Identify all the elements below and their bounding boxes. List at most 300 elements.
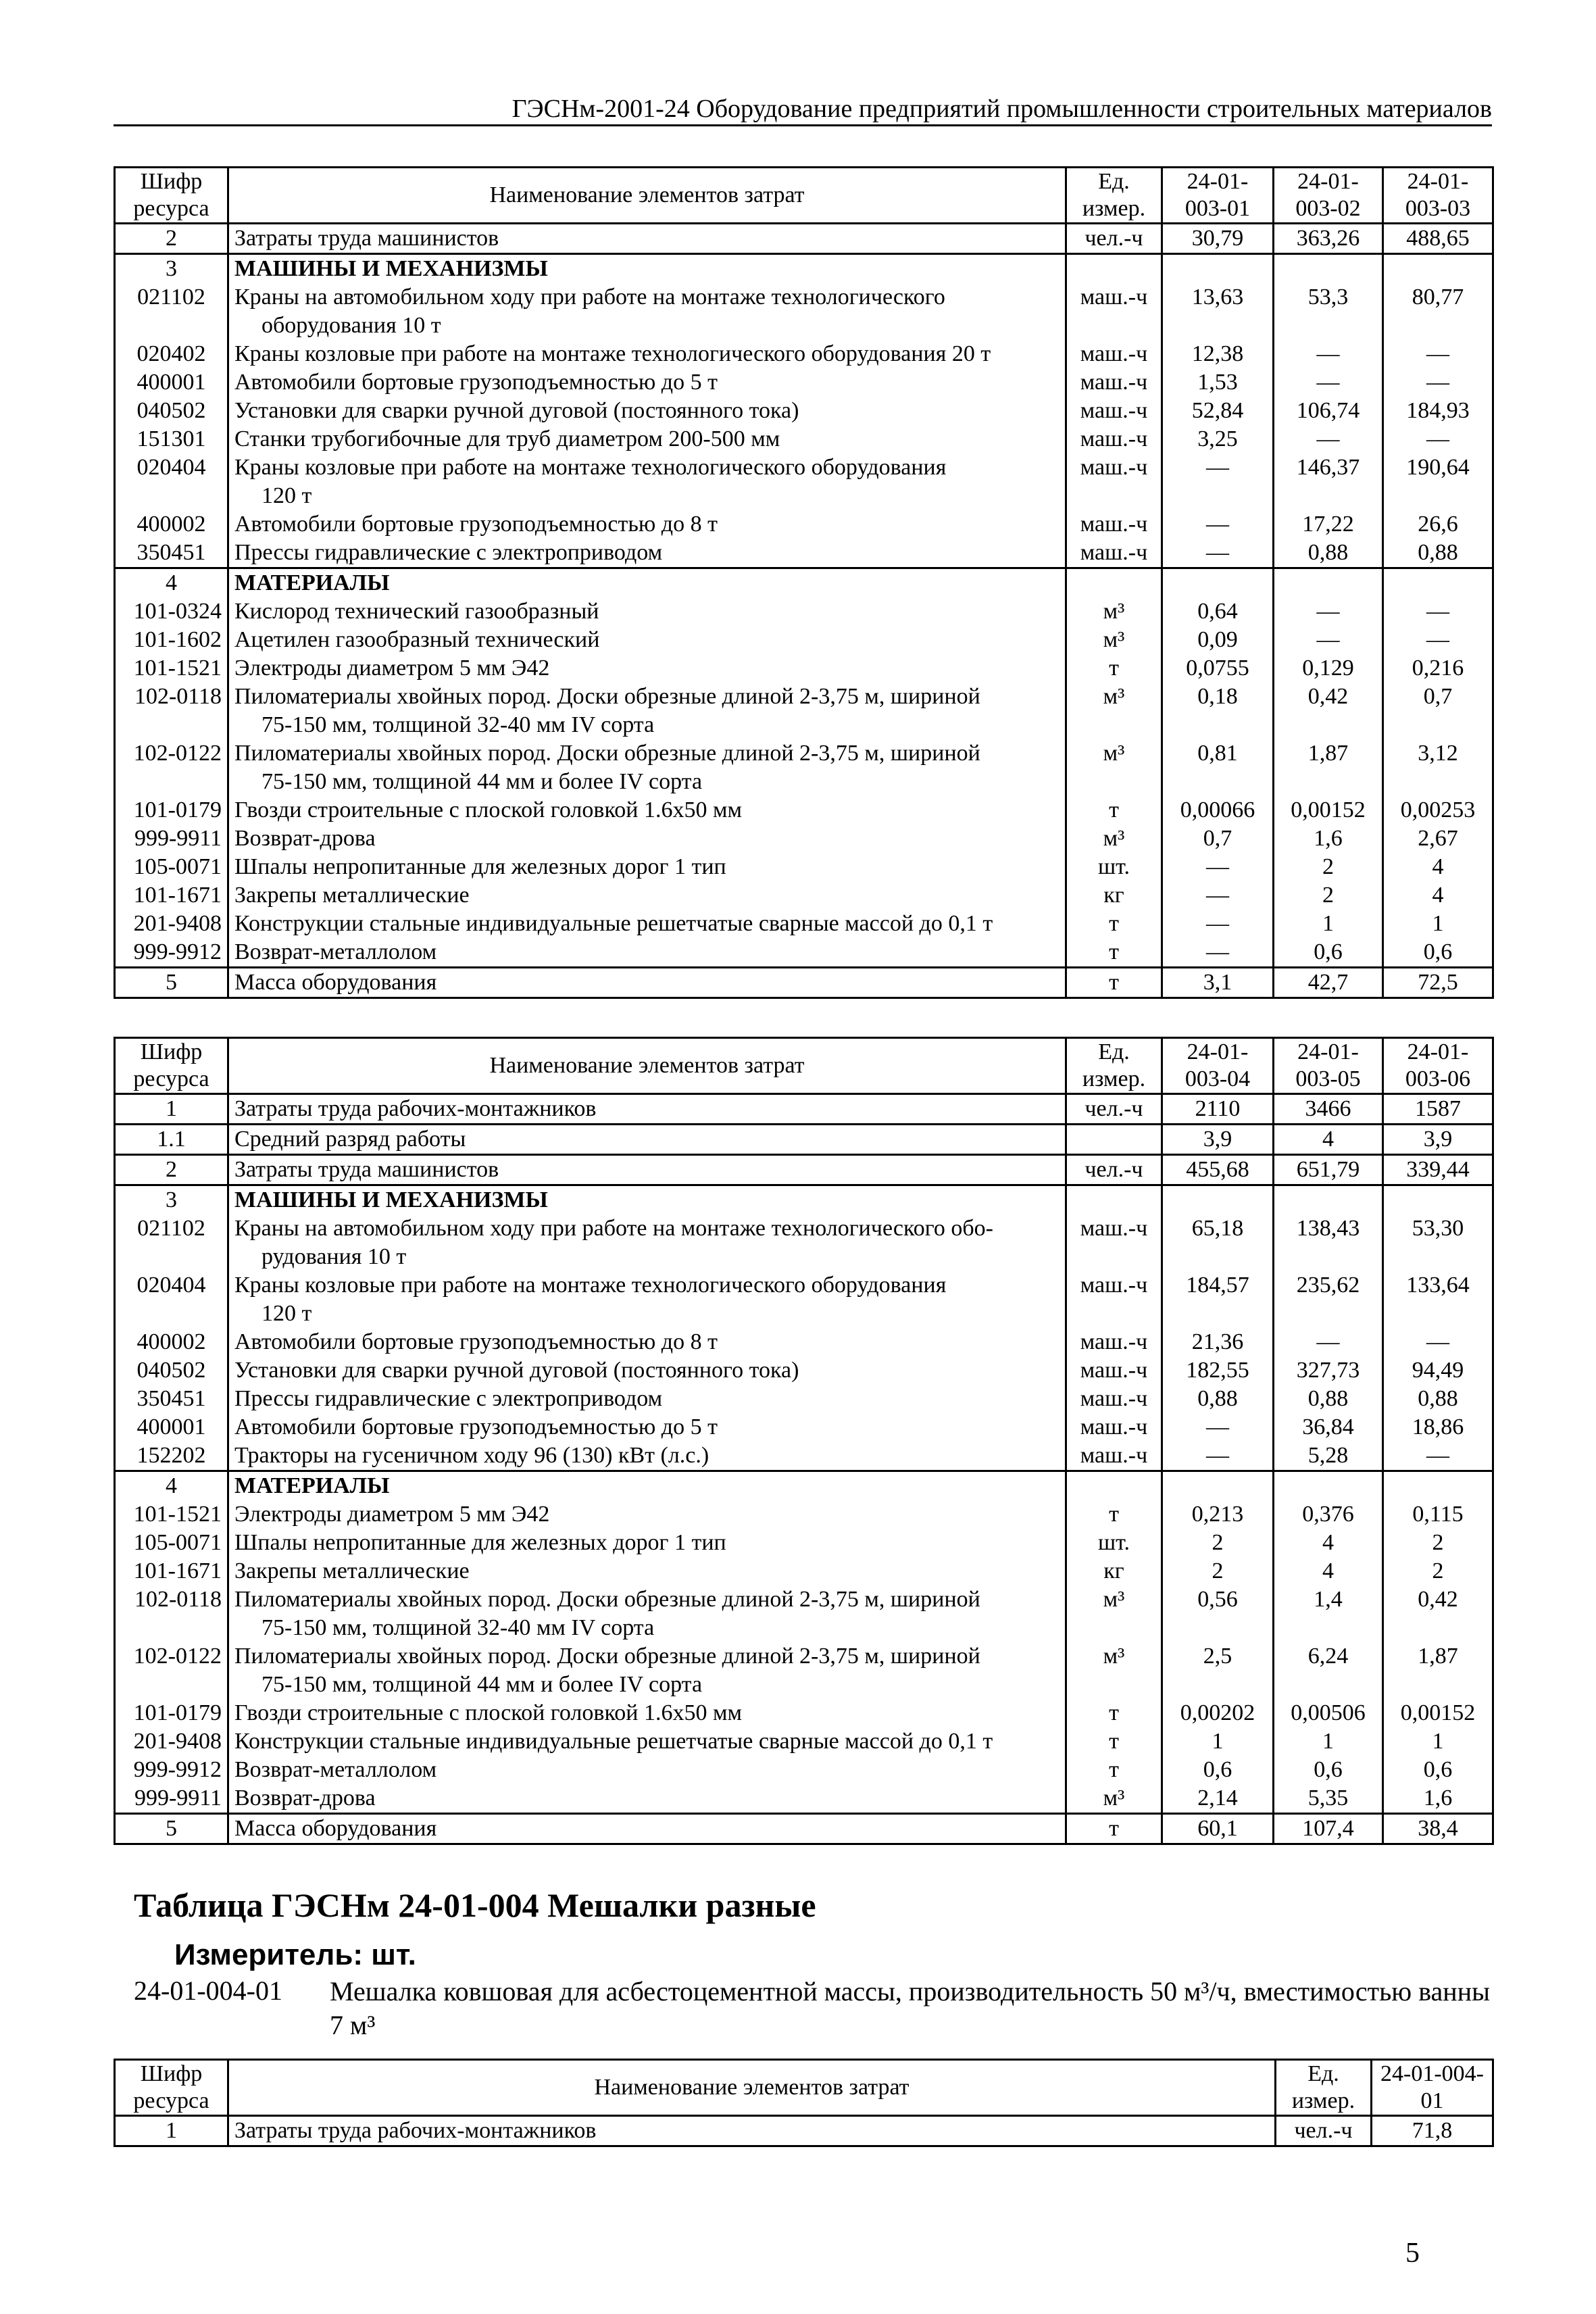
row-code: 105-0071 bbox=[115, 1529, 228, 1557]
row-value-1: 0,213 bbox=[1162, 1500, 1274, 1529]
table-row bbox=[115, 1125, 1493, 1155]
row-value-1: 2110 bbox=[1162, 1094, 1274, 1125]
table-row bbox=[115, 938, 1493, 968]
row-value-3: 3,12 bbox=[1383, 739, 1493, 796]
table-row bbox=[115, 739, 1493, 796]
row-code: 3 bbox=[115, 254, 228, 284]
row-unit: т bbox=[1066, 938, 1162, 968]
row-value-3: 94,49 bbox=[1383, 1356, 1493, 1385]
row-value-3 bbox=[1383, 254, 1493, 284]
row-code: 999-9912 bbox=[115, 938, 228, 968]
row-name-text: Ацетилен газообразный технический bbox=[234, 627, 600, 652]
row-value-2: 42,7 bbox=[1274, 968, 1383, 998]
row-value-2: 4 bbox=[1274, 1529, 1383, 1557]
section-title: Таблица ГЭСНм 24-01-004 Мешалки разные bbox=[134, 1886, 816, 1924]
row-unit: шт. bbox=[1066, 853, 1162, 881]
row-value-2: 363,26 bbox=[1274, 224, 1383, 254]
row-value-2: — bbox=[1274, 340, 1383, 368]
row-value-3 bbox=[1383, 1471, 1493, 1501]
row-value-2: 2 bbox=[1274, 853, 1383, 881]
row-code: 1 bbox=[115, 2116, 228, 2146]
row-name bbox=[228, 397, 1066, 425]
row-name-text: МАТЕРИАЛЫ bbox=[234, 1473, 390, 1498]
row-value-2: 327,73 bbox=[1274, 1356, 1383, 1385]
row-unit: м³ bbox=[1066, 739, 1162, 796]
table-row bbox=[115, 1500, 1493, 1529]
row-name-text: Возврат-дрова bbox=[234, 1786, 376, 1811]
row-name bbox=[228, 938, 1066, 968]
row-name-text: Автомобили бортовые грузоподъемностью до 8 т bbox=[234, 512, 718, 537]
row-name bbox=[228, 1155, 1066, 1185]
row-name-text: Возврат-металлолом bbox=[234, 939, 437, 964]
table-row bbox=[115, 626, 1493, 654]
row-name-text: Закрепы металлические bbox=[234, 1558, 470, 1583]
table-row bbox=[115, 1413, 1493, 1442]
row-value-2: 0,376 bbox=[1274, 1500, 1383, 1529]
row-code: 999-9912 bbox=[115, 1756, 228, 1784]
row-code: 400001 bbox=[115, 368, 228, 397]
row-value-2: 4 bbox=[1274, 1125, 1383, 1155]
row-value-1: 3,25 bbox=[1162, 425, 1274, 453]
row-name-continuation: 75-150 мм, толщиной 32-40 мм IV сорта bbox=[261, 1615, 655, 1640]
row-code: 152202 bbox=[115, 1442, 228, 1471]
row-value-1: 0,81 bbox=[1162, 739, 1274, 796]
header-column-1: 24-01-004-01 bbox=[1372, 2060, 1493, 2116]
row-value-3: 0,6 bbox=[1383, 1756, 1493, 1784]
row-name-text: Пиломатериалы хвойных пород. Доски обрезные длиной 2-3,75 м, шириной bbox=[234, 741, 980, 766]
row-name-continuation: 75-150 мм, толщиной 44 мм и более IV сорта bbox=[261, 1672, 703, 1697]
row-unit: м³ bbox=[1066, 597, 1162, 626]
row-value-1: 0,6 bbox=[1162, 1756, 1274, 1784]
row-value-2: 0,88 bbox=[1274, 1385, 1383, 1413]
row-name-text: МАТЕРИАЛЫ bbox=[234, 570, 390, 595]
row-value-3: 0,88 bbox=[1383, 539, 1493, 568]
row-unit: т bbox=[1066, 796, 1162, 824]
row-value-2: 0,00152 bbox=[1274, 796, 1383, 824]
row-name-text: МАШИНЫ И МЕХАНИЗМЫ bbox=[234, 1187, 548, 1212]
row-value-1: — bbox=[1162, 938, 1274, 968]
header-unit: Ед. измер. bbox=[1066, 168, 1162, 224]
row-name bbox=[228, 1094, 1066, 1125]
row-value-3: 53,30 bbox=[1383, 1214, 1493, 1271]
row-unit: м³ bbox=[1066, 683, 1162, 739]
table-row bbox=[115, 425, 1493, 453]
row-code: 101-1521 bbox=[115, 1500, 228, 1529]
row-code: 400001 bbox=[115, 1413, 228, 1442]
row-value-3: 4 bbox=[1383, 853, 1493, 881]
row-value-3: 38,4 bbox=[1383, 1814, 1493, 1844]
table-row bbox=[115, 1155, 1493, 1185]
table-row bbox=[115, 1529, 1493, 1557]
row-value-2: 138,43 bbox=[1274, 1214, 1383, 1271]
row-name bbox=[228, 1385, 1066, 1413]
row-name bbox=[228, 1471, 1066, 1501]
row-name-text: Возврат-дрова bbox=[234, 826, 376, 851]
header-column-1: 24-01-003-04 bbox=[1162, 1038, 1274, 1094]
resource-table-004-01 bbox=[114, 2059, 1494, 2147]
row-value-3: 1 bbox=[1383, 910, 1493, 938]
row-value-1: 30,79 bbox=[1162, 224, 1274, 254]
row-name-continuation: 75-150 мм, толщиной 44 мм и более IV сорта bbox=[261, 769, 703, 794]
row-value-1: 0,7 bbox=[1162, 824, 1274, 853]
row-value-3: 2,67 bbox=[1383, 824, 1493, 853]
row-unit bbox=[1066, 568, 1162, 598]
row-value-2: 0,00506 bbox=[1274, 1699, 1383, 1727]
table-row bbox=[115, 1727, 1493, 1756]
row-unit: м³ bbox=[1066, 626, 1162, 654]
row-unit: т bbox=[1066, 968, 1162, 998]
row-code: 201-9408 bbox=[115, 910, 228, 938]
row-value-1: 21,36 bbox=[1162, 1328, 1274, 1356]
row-value-2: — bbox=[1274, 626, 1383, 654]
table-row bbox=[115, 510, 1493, 539]
row-value-3: 0,6 bbox=[1383, 938, 1493, 968]
row-value-2: 17,22 bbox=[1274, 510, 1383, 539]
row-code: 2 bbox=[115, 1155, 228, 1185]
row-unit: т bbox=[1066, 1500, 1162, 1529]
row-name-text: Средний разряд работы bbox=[234, 1127, 466, 1152]
row-unit: кг bbox=[1066, 1557, 1162, 1585]
row-name bbox=[228, 340, 1066, 368]
row-unit: маш.-ч bbox=[1066, 397, 1162, 425]
row-name-continuation: оборудования 10 т bbox=[261, 313, 441, 338]
header-code: Шифр ресурса bbox=[115, 168, 228, 224]
row-name bbox=[228, 1185, 1066, 1215]
row-unit: маш.-ч bbox=[1066, 1385, 1162, 1413]
table-row bbox=[115, 283, 1493, 340]
row-name-text: Кислород технический газообразный bbox=[234, 599, 599, 624]
row-value-1: 0,0755 bbox=[1162, 654, 1274, 683]
row-value-3: 339,44 bbox=[1383, 1155, 1493, 1185]
row-unit: чел.-ч bbox=[1066, 1094, 1162, 1125]
row-value-1: 0,64 bbox=[1162, 597, 1274, 626]
row-name bbox=[228, 224, 1066, 254]
row-value-3 bbox=[1383, 568, 1493, 598]
row-unit: маш.-ч bbox=[1066, 283, 1162, 340]
table-body bbox=[115, 2116, 1493, 2146]
row-name bbox=[228, 1500, 1066, 1529]
row-value-3: 0,115 bbox=[1383, 1500, 1493, 1529]
table-row bbox=[115, 1442, 1493, 1471]
row-value-1: 1,53 bbox=[1162, 368, 1274, 397]
row-code: 021102 bbox=[115, 1214, 228, 1271]
row-unit: маш.-ч bbox=[1066, 368, 1162, 397]
row-unit bbox=[1066, 254, 1162, 284]
table-row bbox=[115, 1185, 1493, 1215]
row-unit: чел.-ч bbox=[1066, 224, 1162, 254]
row-name-continuation: 120 т bbox=[261, 483, 312, 508]
row-unit: т bbox=[1066, 654, 1162, 683]
row-value-1: 184,57 bbox=[1162, 1271, 1274, 1328]
table-row bbox=[115, 683, 1493, 739]
row-name-text: Электроды диаметром 5 мм Э42 bbox=[234, 1502, 550, 1527]
row-name-text: Краны козловые при работе на монтаже технологического оборудования bbox=[234, 455, 947, 480]
row-name bbox=[228, 1125, 1066, 1155]
table-header bbox=[115, 2060, 1493, 2116]
row-value-3: 0,7 bbox=[1383, 683, 1493, 739]
row-unit: маш.-ч bbox=[1066, 1413, 1162, 1442]
row-value-1 bbox=[1162, 1185, 1274, 1215]
row-name-continuation: рудования 10 т bbox=[261, 1244, 407, 1269]
row-name-text: Прессы гидравлические с электроприводом bbox=[234, 1386, 663, 1411]
table-row bbox=[115, 254, 1493, 284]
row-value-1: 1 bbox=[1162, 1727, 1274, 1756]
row-value-3: 488,65 bbox=[1383, 224, 1493, 254]
row-value-1: 12,38 bbox=[1162, 340, 1274, 368]
row-name-text: Затраты труда машинистов bbox=[234, 226, 499, 251]
row-name-text: Закрепы металлические bbox=[234, 883, 470, 908]
row-name bbox=[228, 1214, 1066, 1271]
row-value-2 bbox=[1274, 568, 1383, 598]
row-name-continuation: 120 т bbox=[261, 1301, 312, 1326]
row-name-text: Конструкции стальные индивидуальные решетчатые сварные массой до 0,1 т bbox=[234, 911, 993, 936]
row-name-text: Конструкции стальные индивидуальные решетчатые сварные массой до 0,1 т bbox=[234, 1729, 993, 1754]
table-header bbox=[115, 168, 1493, 224]
row-name bbox=[228, 2116, 1276, 2146]
table-body bbox=[115, 1094, 1493, 1844]
row-value-3: 3,9 bbox=[1383, 1125, 1493, 1155]
row-value-3: 26,6 bbox=[1383, 510, 1493, 539]
row-name-text: Автомобили бортовые грузоподъемностью до 8 т bbox=[234, 1329, 718, 1354]
row-code: 020402 bbox=[115, 340, 228, 368]
row-value-3: 2 bbox=[1383, 1557, 1493, 1585]
row-value-3: — bbox=[1383, 425, 1493, 453]
row-value-3: — bbox=[1383, 1442, 1493, 1471]
row-name-text: Затраты труда машинистов bbox=[234, 1157, 499, 1182]
row-unit: т bbox=[1066, 1699, 1162, 1727]
row-value-3: 0,42 bbox=[1383, 1585, 1493, 1642]
table-row bbox=[115, 2116, 1493, 2146]
row-code: 5 bbox=[115, 968, 228, 998]
row-value-1: — bbox=[1162, 853, 1274, 881]
table-row bbox=[115, 1385, 1493, 1413]
row-value-1: 2 bbox=[1162, 1529, 1274, 1557]
row-name bbox=[228, 425, 1066, 453]
row-value-3: 184,93 bbox=[1383, 397, 1493, 425]
row-value-2: — bbox=[1274, 597, 1383, 626]
row-name bbox=[228, 1814, 1066, 1844]
header-row bbox=[115, 1038, 1493, 1094]
table-row bbox=[115, 881, 1493, 910]
header-column-2: 24-01-003-05 bbox=[1274, 1038, 1383, 1094]
row-value-3: 1,6 bbox=[1383, 1784, 1493, 1814]
row-name-text: Затраты труда рабочих-монтажников bbox=[234, 1096, 597, 1121]
row-value-2: 3466 bbox=[1274, 1094, 1383, 1125]
row-value-3: 190,64 bbox=[1383, 453, 1493, 510]
row-value-1: 2,14 bbox=[1162, 1784, 1274, 1814]
row-value-2: 1 bbox=[1274, 910, 1383, 938]
row-unit: м³ bbox=[1066, 1784, 1162, 1814]
row-unit: маш.-ч bbox=[1066, 453, 1162, 510]
row-code: 101-0179 bbox=[115, 1699, 228, 1727]
row-name bbox=[228, 626, 1066, 654]
row-name-text: Гвозди строительные с плоской головкой 1.6х50 мм bbox=[234, 797, 742, 822]
row-value-1: 0,56 bbox=[1162, 1585, 1274, 1642]
row-value-1: 2,5 bbox=[1162, 1642, 1274, 1699]
row-name bbox=[228, 1271, 1066, 1328]
row-code: 101-0324 bbox=[115, 597, 228, 626]
row-value-2: 2 bbox=[1274, 881, 1383, 910]
row-name bbox=[228, 824, 1066, 853]
row-unit: маш.-ч bbox=[1066, 1328, 1162, 1356]
table-row bbox=[115, 968, 1493, 998]
row-name bbox=[228, 853, 1066, 881]
row-unit: т bbox=[1066, 1814, 1162, 1844]
table-row bbox=[115, 397, 1493, 425]
row-unit bbox=[1066, 1185, 1162, 1215]
row-name-continuation: 75-150 мм, толщиной 32-40 мм IV сорта bbox=[261, 712, 655, 737]
header-code: Шифр ресурса bbox=[115, 2060, 228, 2116]
row-code: 040502 bbox=[115, 1356, 228, 1385]
row-value-1: — bbox=[1162, 910, 1274, 938]
row-value-3: 0,00253 bbox=[1383, 796, 1493, 824]
row-name bbox=[228, 796, 1066, 824]
row-name-text: Станки трубогибочные для труб диаметром 200-500 мм bbox=[234, 426, 780, 451]
row-value-1 bbox=[1162, 568, 1274, 598]
header-row bbox=[115, 2060, 1493, 2116]
table-row bbox=[115, 654, 1493, 683]
row-value-2 bbox=[1274, 1471, 1383, 1501]
row-code: 105-0071 bbox=[115, 853, 228, 881]
header-unit: Ед. измер. bbox=[1276, 2060, 1372, 2116]
row-value-2: 651,79 bbox=[1274, 1155, 1383, 1185]
row-value-3: 133,64 bbox=[1383, 1271, 1493, 1328]
row-value-1: — bbox=[1162, 881, 1274, 910]
row-name-text: Электроды диаметром 5 мм Э42 bbox=[234, 656, 550, 681]
table-row bbox=[115, 910, 1493, 938]
row-name-text: Автомобили бортовые грузоподъемностью до 5 т bbox=[234, 370, 718, 395]
table-row bbox=[115, 1328, 1493, 1356]
table-row bbox=[115, 1814, 1493, 1844]
table-row bbox=[115, 453, 1493, 510]
row-value-3 bbox=[1383, 1185, 1493, 1215]
row-name bbox=[228, 1699, 1066, 1727]
header-name: Наименование элементов затрат bbox=[228, 2060, 1276, 2116]
row-unit bbox=[1066, 1471, 1162, 1501]
row-name bbox=[228, 597, 1066, 626]
row-value-2: 106,74 bbox=[1274, 397, 1383, 425]
row-value-1: 0,00066 bbox=[1162, 796, 1274, 824]
row-value-3: 1,87 bbox=[1383, 1642, 1493, 1699]
row-value-3: 72,5 bbox=[1383, 968, 1493, 998]
table-row bbox=[115, 1557, 1493, 1585]
page-number: 5 bbox=[1405, 2238, 1420, 2269]
row-value-2: 0,88 bbox=[1274, 539, 1383, 568]
resource-table-003-01-03 bbox=[114, 166, 1494, 999]
row-name-text: Тракторы на гусеничном ходу 96 (130) кВт (л.с.) bbox=[234, 1443, 709, 1468]
table-row bbox=[115, 539, 1493, 568]
row-unit: маш.-ч bbox=[1066, 425, 1162, 453]
header-name: Наименование элементов затрат bbox=[228, 1038, 1066, 1094]
row-value-3: 0,216 bbox=[1383, 654, 1493, 683]
header-column-2: 24-01-003-02 bbox=[1274, 168, 1383, 224]
header-column-3: 24-01-003-06 bbox=[1383, 1038, 1493, 1094]
row-name-text: Автомобили бортовые грузоподъемностью до 5 т bbox=[234, 1414, 718, 1439]
row-code: 101-1602 bbox=[115, 626, 228, 654]
header-code: Шифр ресурса bbox=[115, 1038, 228, 1094]
row-code: 400002 bbox=[115, 510, 228, 539]
table-row bbox=[115, 1585, 1493, 1642]
row-code: 2 bbox=[115, 224, 228, 254]
row-name-text: Пиломатериалы хвойных пород. Доски обрезные длиной 2-3,75 м, шириной bbox=[234, 684, 980, 709]
row-value-2: 0,42 bbox=[1274, 683, 1383, 739]
row-name-text: Установки для сварки ручной дуговой (постоянного тока) bbox=[234, 1358, 799, 1383]
row-unit: маш.-ч bbox=[1066, 1214, 1162, 1271]
row-name bbox=[228, 254, 1066, 284]
row-value-2: 5,35 bbox=[1274, 1784, 1383, 1814]
row-name bbox=[228, 1529, 1066, 1557]
table-row bbox=[115, 1214, 1493, 1271]
running-header bbox=[114, 93, 1492, 126]
table-row bbox=[115, 1356, 1493, 1385]
row-value-3: 0,00152 bbox=[1383, 1699, 1493, 1727]
row-name-text: Прессы гидравлические с электроприводом bbox=[234, 540, 663, 565]
row-unit: кг bbox=[1066, 881, 1162, 910]
running-header-title: ГЭСНм-2001-24 Оборудование предприятий промышленности строительных материалов bbox=[512, 95, 1492, 123]
row-name-text: Шпалы непропитанные для железных дорог 1 тип bbox=[234, 1530, 726, 1555]
table-row bbox=[115, 597, 1493, 626]
row-name bbox=[228, 739, 1066, 796]
row-name bbox=[228, 1442, 1066, 1471]
row-code: 350451 bbox=[115, 539, 228, 568]
row-code: 020404 bbox=[115, 1271, 228, 1328]
row-name bbox=[228, 1756, 1066, 1784]
table-row bbox=[115, 340, 1493, 368]
row-name bbox=[228, 910, 1066, 938]
row-value-3: — bbox=[1383, 597, 1493, 626]
row-value-2: 1,4 bbox=[1274, 1585, 1383, 1642]
row-unit: т bbox=[1066, 910, 1162, 938]
row-unit: маш.-ч bbox=[1066, 539, 1162, 568]
row-code: 4 bbox=[115, 1471, 228, 1501]
row-name-text: Пиломатериалы хвойных пород. Доски обрезные длиной 2-3,75 м, шириной bbox=[234, 1587, 980, 1612]
row-code: 102-0122 bbox=[115, 1642, 228, 1699]
row-value-1: 2 bbox=[1162, 1557, 1274, 1585]
row-unit: м³ bbox=[1066, 1642, 1162, 1699]
row-value-2: 5,28 bbox=[1274, 1442, 1383, 1471]
row-code: 101-0179 bbox=[115, 796, 228, 824]
row-name-text: Масса оборудования bbox=[234, 1816, 437, 1841]
row-value-1: 65,18 bbox=[1162, 1214, 1274, 1271]
row-name bbox=[228, 568, 1066, 598]
row-unit bbox=[1066, 1125, 1162, 1155]
row-name bbox=[228, 453, 1066, 510]
row-name bbox=[228, 1413, 1066, 1442]
row-unit: шт. bbox=[1066, 1529, 1162, 1557]
table-header bbox=[115, 1038, 1493, 1094]
row-name-text: Пиломатериалы хвойных пород. Доски обрезные длиной 2-3,75 м, шириной bbox=[234, 1644, 980, 1669]
row-value-2: 235,62 bbox=[1274, 1271, 1383, 1328]
row-value-3: 0,88 bbox=[1383, 1385, 1493, 1413]
row-value-2: — bbox=[1274, 425, 1383, 453]
row-unit: чел.-ч bbox=[1276, 2116, 1372, 2146]
row-name bbox=[228, 1585, 1066, 1642]
row-value-3: — bbox=[1383, 340, 1493, 368]
item-description: Мешалка ковшовая для асбестоцементной массы, производительность 50 м³/ч, вместимостью ванны 7 м³ bbox=[330, 1976, 1490, 2040]
row-name bbox=[228, 881, 1066, 910]
row-value-3: 1 bbox=[1383, 1727, 1493, 1756]
row-value-1: 3,9 bbox=[1162, 1125, 1274, 1155]
row-name bbox=[228, 968, 1066, 998]
row-code: 201-9408 bbox=[115, 1727, 228, 1756]
header-column-3: 24-01-003-03 bbox=[1383, 168, 1493, 224]
row-code: 400002 bbox=[115, 1328, 228, 1356]
row-value-2: — bbox=[1274, 368, 1383, 397]
row-name-text: Шпалы непропитанные для железных дорог 1 тип bbox=[234, 854, 726, 879]
row-value-3: — bbox=[1383, 1328, 1493, 1356]
resource-table-003-04-06 bbox=[114, 1037, 1494, 1845]
row-value-3: — bbox=[1383, 368, 1493, 397]
